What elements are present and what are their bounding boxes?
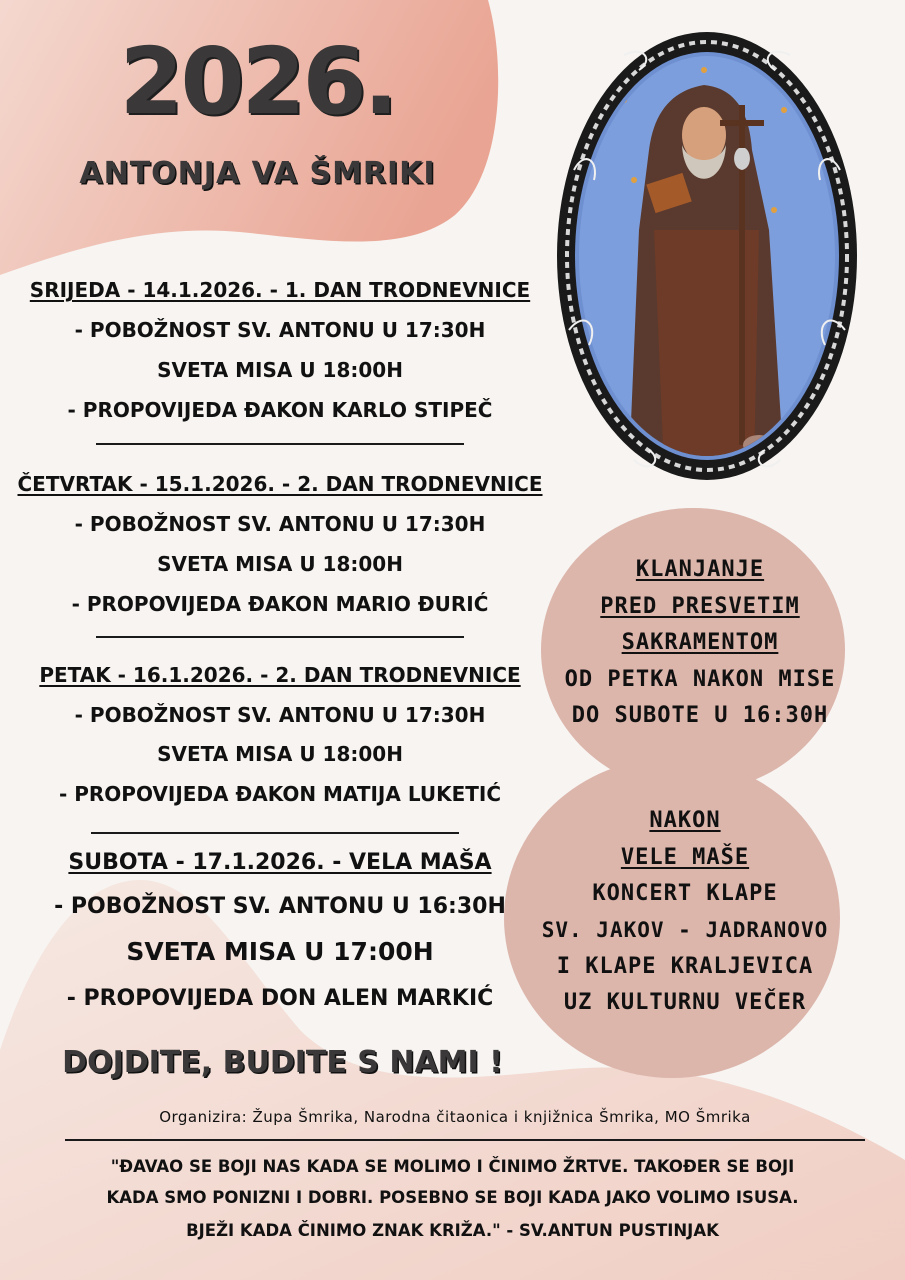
invitation-call: DOJDITE, BUDITE S NAMI !	[62, 1045, 503, 1080]
quote-line-3: BJEŽI KADA ČINIMO ZNAK KRIŽA." - SV.ANTUN PUSTINJAK	[186, 1221, 719, 1240]
adoration-line-1: KLANJANJE	[635, 557, 765, 582]
adoration-line-4: OD PETKA NAKON MISE	[564, 667, 836, 692]
concert-line-6: UZ KULTURNU VEČER	[563, 990, 807, 1015]
quote-line-2: KADA SMO PONIZNI I DOBRI. POSEBNO SE BOJI KADA JAKO VOLIMO ISUSA.	[106, 1188, 799, 1207]
concert-line-4: SV. JAKOV - JADRANOVO	[541, 918, 829, 942]
adoration-line-2: PRED PRESVETIM	[600, 594, 800, 619]
day-4-mass: SVETA MISA U 17:00H	[126, 937, 434, 966]
footer-divider	[65, 1139, 865, 1141]
day-4-title: SUBOTA - 17.1.2026. - VELA MAŠA	[68, 850, 492, 875]
concert-line-2: VELE MAŠE	[620, 845, 750, 870]
divider-3	[91, 832, 459, 834]
event-subtitle: ANTONJA VA ŠMRIKI	[79, 156, 436, 191]
day-4-sermon: - PROPOVIJEDA DON ALEN MARKIĆ	[66, 986, 494, 1011]
day-2-title: ČETVRTAK - 15.1.2026. - 2. DAN TRODNEVNICE	[17, 472, 543, 496]
day-2-sermon: - PROPOVIJEDA ĐAKON MARIO ĐURIĆ	[71, 592, 489, 616]
day-1-sermon: - PROPOVIJEDA ĐAKON KARLO STIPEČ	[67, 398, 493, 422]
day-3-sermon: - PROPOVIJEDA ĐAKON MATIJA LUKETIĆ	[58, 782, 502, 806]
day-2-devotion: - POBOŽNOST SV. ANTONU U 17:30H	[74, 512, 486, 536]
concert-line-1: NAKON	[649, 808, 721, 833]
event-year: 2026.	[119, 28, 396, 135]
divider-2	[96, 636, 464, 638]
day-3-devotion: - POBOŽNOST SV. ANTONU U 17:30H	[74, 703, 486, 727]
day-4-devotion: - POBOŽNOST SV. ANTONU U 16:30H	[54, 894, 506, 919]
day-3-title: PETAK - 16.1.2026. - 2. DAN TRODNEVNICE	[39, 663, 521, 687]
day-1-mass: SVETA MISA U 18:00H	[157, 358, 403, 382]
concert-line-5: I KLAPE KRALJEVICA	[556, 954, 814, 979]
organizer-line: Organizira: Župa Šmrika, Narodna čitaonica i knjižnica Šmrika, MO Šmrika	[159, 1108, 751, 1126]
saint-anthony-image	[554, 30, 860, 482]
day-1-devotion: - POBOŽNOST SV. ANTONU U 17:30H	[74, 318, 486, 342]
divider-1	[96, 443, 464, 445]
quote-line-1: "ĐAVAO SE BOJI NAS KADA SE MOLIMO I ČINIMO ŽRTVE. TAKOĐER SE BOJI	[110, 1157, 795, 1176]
adoration-line-3: SAKRAMENTOM	[621, 630, 779, 655]
adoration-line-5: DO SUBOTE U 16:30H	[571, 703, 829, 728]
day-3-mass: SVETA MISA U 18:00H	[157, 742, 403, 766]
day-2-mass: SVETA MISA U 18:00H	[157, 552, 403, 576]
statue-illustration	[554, 30, 860, 482]
concert-line-3: KONCERT KLAPE	[592, 881, 778, 906]
day-1-title: SRIJEDA - 14.1.2026. - 1. DAN TRODNEVNICE	[29, 278, 531, 302]
